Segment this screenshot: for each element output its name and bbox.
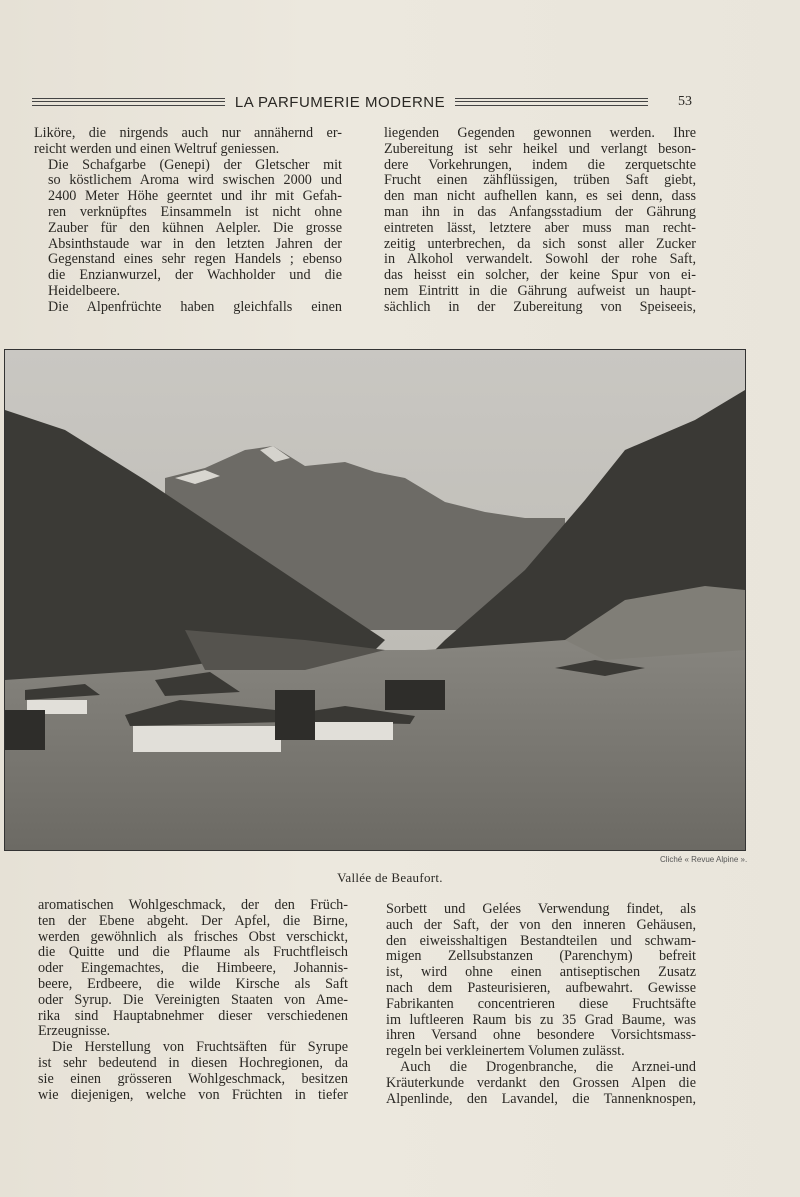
photo-caption: Vallée de Beaufort. <box>337 870 443 885</box>
text-line: 2400 Meter Höhe geerntet und ihr mit Gefah- <box>48 188 342 205</box>
text-line: den man nicht aufhellen kann, es sei denn, dass <box>384 188 696 205</box>
page-number: 53 <box>678 94 693 109</box>
text-line: Absinthstaude war in den letzten Jahren der <box>48 235 342 252</box>
text-line: sie einen grösseren Wohlgeschmack, besitzen <box>38 1070 348 1087</box>
text-line: Sorbett und Gelées Verwendung findet, als <box>386 901 696 917</box>
text-line: den eiweisshaltigen Bestandteilen und schwam- <box>386 932 696 949</box>
text-line: man ihn in das Anfangsstadium der Gährung <box>384 203 696 220</box>
text-line: auch der Saft, der von den inneren Gehäusen, <box>386 916 696 933</box>
running-header <box>32 90 692 114</box>
text-line: zeitig unterbrechen, da sich sonst aller Zucker <box>384 235 696 252</box>
text-line: Alpenlinde, den Lavandel, die Tannenknospen, <box>386 1090 696 1107</box>
text-line: im luftleeren Raum bis zu 35 Grad Baume, was <box>386 1011 696 1028</box>
text-line: Die Schafgarbe (Genepi) der Gletscher mit <box>48 156 342 173</box>
text-line: beere, Erdbeere, die wilde Kirsche als Saft <box>38 975 348 992</box>
column-bottom-left <box>38 898 348 1103</box>
text-line: Kräuterkunde verdankt den Grossen Alpen die <box>386 1074 696 1091</box>
text-line: ren verknüpftes Einsammeln ist nicht ohne <box>48 203 342 220</box>
text-line: aromatischen Wohlgeschmack, der den Früch- <box>38 897 348 913</box>
text-line: eintreten lässt, letztere aber muss man recht- <box>384 219 696 236</box>
text-line: oder Syrup. Die Vereinigten Staaten von Ame- <box>38 991 348 1008</box>
text-line: die Quitte und die Pflaume als Fruchtfleisch <box>38 944 348 961</box>
text-line: dere Vorkehrungen, indem die zerquetschte <box>384 156 696 173</box>
text-line: so köstlichem Aroma wird swischen 2000 und <box>48 172 342 189</box>
text-line: in Alkohol verwandelt. Sowohl der rohe Saft, <box>384 251 696 268</box>
journal-title: LA PARFUMERIE MODERNE <box>234 93 446 111</box>
column-top-left <box>34 126 342 316</box>
text-line: werden gewöhnlich als frisches Obst verschickt, <box>38 928 348 945</box>
text-line: Zubereitung ist sehr heikel und verlangt beson- <box>384 140 696 157</box>
column-top-right <box>384 126 696 316</box>
text-line: Fabrikanten concentrieren diese Fruchtsäfte <box>386 995 696 1012</box>
text-line: nach dem Pasteurisieren, aufbewahrt. Gewisse <box>386 979 696 996</box>
header-rule-right <box>455 98 648 106</box>
text-line: Liköre, die nirgends auch nur annähernd er- <box>34 125 342 141</box>
text-line: Gegenstand eines sehr regen Handels ; ebenso <box>48 251 342 268</box>
column-bottom-right <box>386 902 696 1107</box>
text-line: regeln bei verkleinertem Volumen zulässt. <box>386 1043 625 1060</box>
valley-photo-image <box>5 350 745 850</box>
text-line: wie diejenigen, welche von Früchten in tiefer <box>38 1086 348 1103</box>
text-line: ihren Versand ohne besondere Vorsichtsmass- <box>386 1027 696 1044</box>
text-line: Zauber für den kühnen Aelpler. Die grosse <box>48 219 342 236</box>
photo-credit: Cliché « Revue Alpine ». <box>660 855 748 864</box>
text-line: ist sehr bedeutend in diesen Hochregionen, da <box>38 1054 348 1071</box>
text-line: das heisst ein solcher, der keine Spur von ei- <box>384 267 696 284</box>
text-line: reicht werden und einen Weltruf geniessen. <box>34 140 280 157</box>
valley-photograph <box>4 349 746 851</box>
text-line: ten der Ebene abgeht. Der Apfel, die Birne, <box>38 912 348 929</box>
text-line: Frucht einen zähflüssigen, trüben Saft giebt, <box>384 172 696 189</box>
text-line: Die Alpenfrüchte haben gleichfalls einen <box>48 298 342 315</box>
text-line: Erzeugnisse. <box>38 1023 111 1040</box>
text-line: Die Herstellung von Fruchtsäften für Syrupe <box>52 1039 348 1056</box>
text-line: rika sind Hauptabnehmer dieser verschiedenen <box>38 1007 348 1024</box>
text-line: Auch die Drogenbranche, die Arznei-und <box>400 1058 696 1075</box>
header-rule-left <box>32 98 225 106</box>
text-line: ist, wird ohne einen antiseptischen Zusatz <box>386 964 696 981</box>
text-line: oder Eingemachtes, die Himbeere, Johannis- <box>38 960 348 977</box>
text-line: Heidelbeere. <box>48 282 121 299</box>
text-line: migen Zellsubstanzen (Parenchym) befreit <box>386 948 696 965</box>
text-line: die Enzianwurzel, der Wachholder und die <box>48 267 342 284</box>
text-line: liegenden Gegenden gewonnen werden. Ihre <box>384 125 696 141</box>
text-line: sächlich in der Zubereitung von Speiseeis, <box>384 298 696 315</box>
text-line: nem Eintritt in die Gährung aufweist un haupt- <box>384 282 696 299</box>
